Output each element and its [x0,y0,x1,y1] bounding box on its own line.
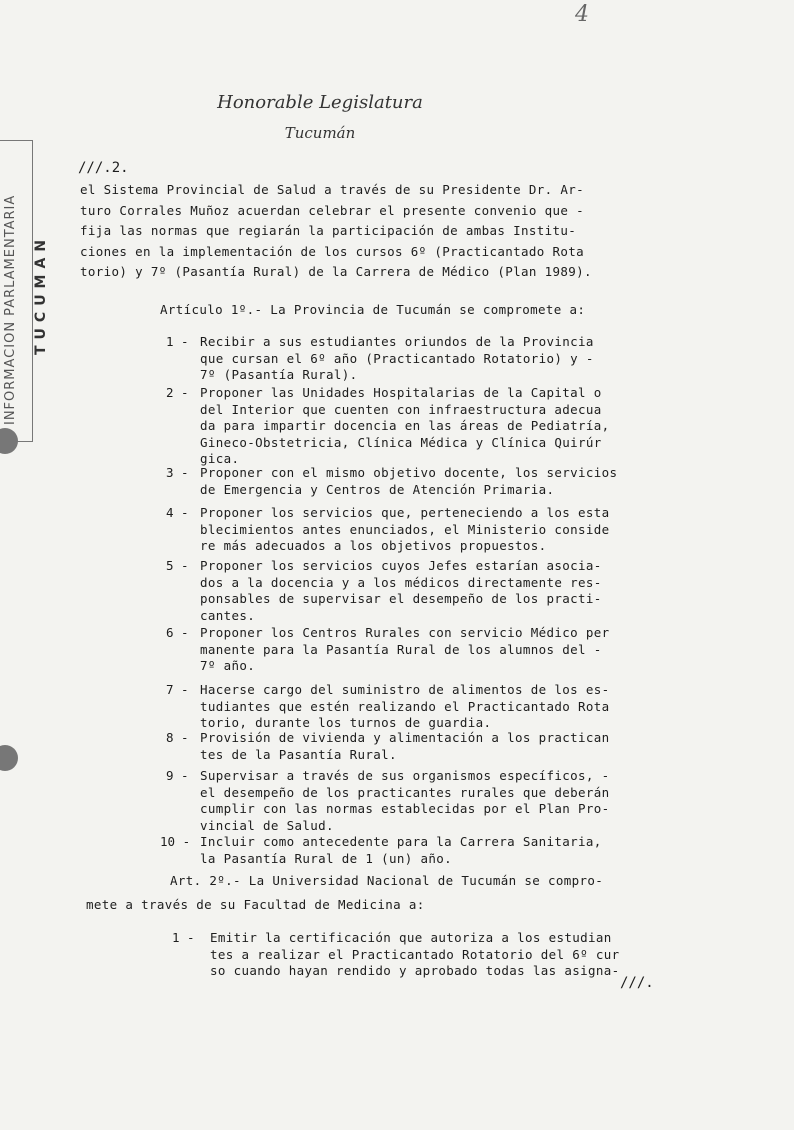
continuation-mark: ///. [620,975,654,991]
item-number: 8 - [166,730,189,745]
article-1-item-line: Hacerse cargo del suministro de alimentos de los es- [200,682,610,697]
article-1-heading: Artículo 1º.- La Provincia de Tucumán se compromete a: [160,302,586,317]
stamp-inner-text: TUCUMAN [33,233,49,355]
punch-hole [0,745,18,771]
intro-line: fija las normas que regiarán la participación de ambas Institu- [80,223,577,238]
letterhead-title: Honorable Legislatura [217,92,423,113]
article-1-item-line: del Interior que cuenten con infraestructura adecua [200,401,602,417]
article-1-item-line: Proponer con el mismo objetivo docente, los servicios [200,465,618,480]
item-number: 9 - [166,768,189,783]
stamp-outer-text: INFORMACION PARLAMENTARIA [3,194,18,425]
article-1-item-line: tudiantes que estén realizando el Practicantado Rota [200,698,610,714]
article-2-heading: mete a través de su Facultad de Medicina a: [86,897,425,912]
article-1-item-line: la Pasantía Rural de 1 (un) año. [200,850,453,866]
article-1-item-line: 7º año. [200,658,256,673]
article-1-item-line: Supervisar a través de sus organismos específicos, - [200,768,610,783]
item-number: 4 - [166,505,189,520]
article-1-item-line: 7º (Pasantía Rural). [200,367,358,382]
article-1-item-line: dos a la docencia y a los médicos directamente res- [200,574,602,590]
item-number: 1 - [172,930,195,945]
item-number: 2 - [166,385,189,400]
article-1-item-line: Proponer los servicios que, perteneciendo a los esta [200,505,610,520]
article-2-item-line: tes a realizar el Practicantado Rotatorio del 6º cur [210,946,620,962]
article-1-item-line: el desempeño de los practicantes rurales que deberán [200,784,610,800]
item-number: 6 - [166,625,189,640]
article-1-item-line: tes de la Pasantía Rural. [200,746,397,762]
article-1-item-line: Gineco-Obstetricia, Clínica Médica y Clínica Quirúr [200,434,602,450]
article-1-item-line: Proponer las Unidades Hospitalarias de la Capital o [200,385,602,400]
article-1-item-line: vincial de Salud. [200,817,334,833]
article-1-item-line: gica. [200,451,240,466]
article-1-item-line: re más adecuados a los objetivos propuestos. [200,538,547,553]
article-1-item-line: de Emergencia y Centros de Atención Primaria. [200,481,555,497]
intro-line: torio) y 7º (Pasantía Rural) de la Carrera de Médico (Plan 1989). [80,264,592,279]
article-1-item-line: da para impartir docencia en las áreas de Pediatría, [200,418,610,433]
intro-line: ciones en la implementación de los cursos 6º (Practicantado Rota [80,243,585,259]
article-1-item-line: torio, durante los turnos de guardia. [200,715,492,730]
article-1-item-line: Incluir como antecedente para la Carrera Sanitaria, [200,834,602,849]
intro-line: el Sistema Provincial de Salud a través de su Presidente Dr. Ar- [80,182,585,197]
page-continuation-mark: ///.2. [78,160,129,176]
item-number: 5 - [166,558,189,573]
item-number: 10 - [160,834,191,849]
article-1-item-line: blecimientos antes enunciados, el Ministerio conside [200,521,610,537]
article-1-item-line: ponsables de supervisar el desempeño de los practi- [200,591,602,606]
article-1-item-line: manente para la Pasantía Rural de los alumnos del - [200,641,602,657]
article-1-item-line: Provisión de vivienda y alimentación a los practican [200,730,610,745]
article-1-item-line: cumplir con las normas establecidas por el Plan Pro- [200,801,610,816]
item-number: 3 - [166,465,189,480]
article-1-item-line: Recibir a sus estudiantes oriundos de la Provincia [200,334,594,349]
letterhead-subtitle: Tucumán [284,124,356,142]
article-2-item-line: so cuando hayan rendido y aprobado todas las asigna- [210,963,620,978]
article-1-item-line: Proponer los Centros Rurales con servicio Médico per [200,625,610,640]
item-number: 7 - [166,682,189,697]
article-1-item-line: cantes. [200,607,256,623]
folio-number: 4 [575,2,589,27]
article-2-heading: Art. 2º.- La Universidad Nacional de Tucumán se compro- [170,873,604,888]
article-2-item-line: Emitir la certificación que autoriza a los estudian [210,930,612,945]
article-1-item-line: que cursan el 6º año (Practicantado Rotatorio) y - [200,350,594,366]
article-1-item-line: Proponer los servicios cuyos Jefes estarían asocia- [200,558,602,573]
intro-line: turo Corrales Muñoz acuerdan celebrar el presente convenio que - [80,202,585,218]
item-number: 1 - [166,334,189,349]
